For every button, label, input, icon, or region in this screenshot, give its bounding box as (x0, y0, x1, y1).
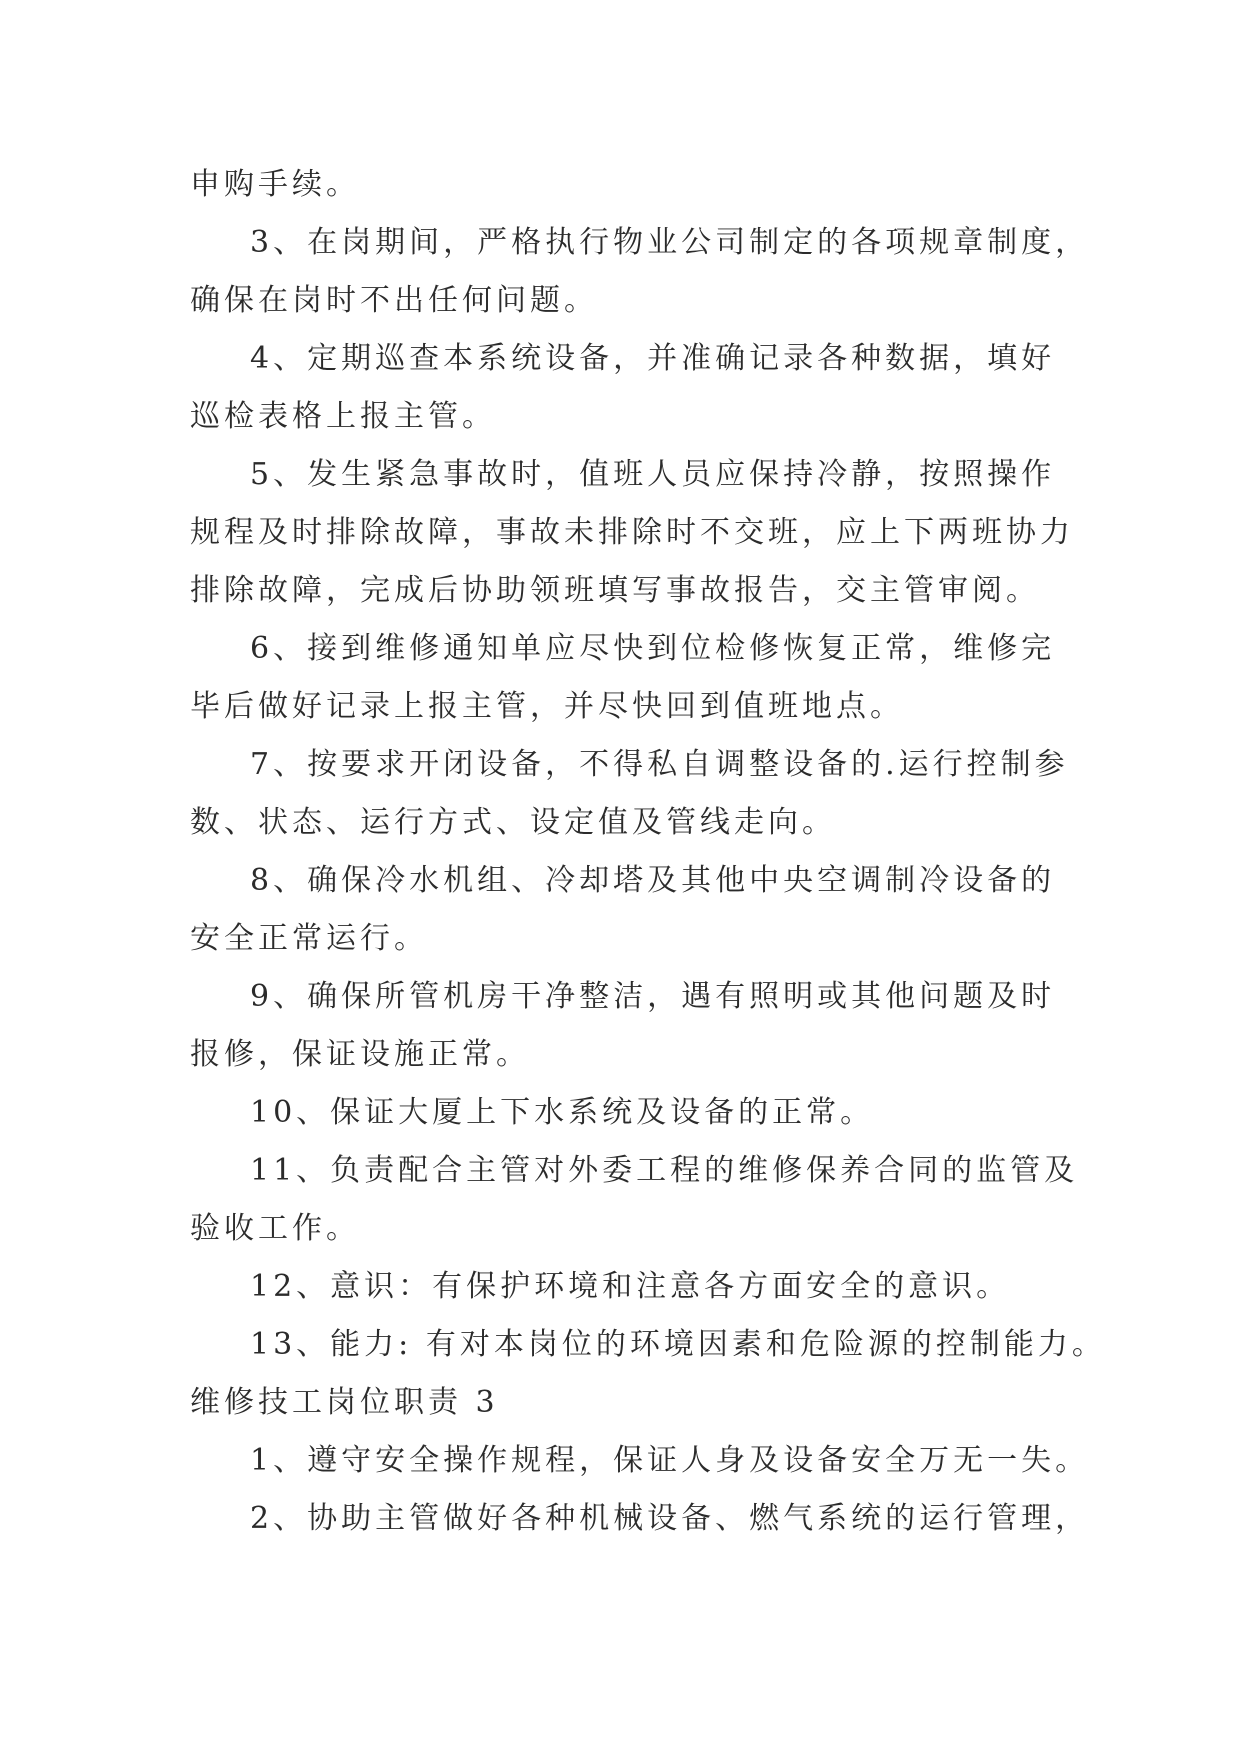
text-line: 5、发生紧急事故时，值班人员应保持冷静，按照操作 (250, 457, 1056, 492)
text-line: 13、能力: 有对本岗位的环境因素和危险源的控制能力。 (250, 1327, 1106, 1362)
text-line: 排除故障，完成后协助领班填写事故报告，交主管审阅。 (190, 573, 1040, 608)
text-line: 确保在岗时不出任何问题。 (190, 283, 598, 318)
text-line: 1、遵守安全操作规程，保证人身及设备安全万无一失。 (250, 1443, 1090, 1478)
text-line: 2、协助主管做好各种机械设备、燃气系统的运行管理， (250, 1501, 1090, 1536)
text-line: 安全正常运行。 (190, 921, 428, 956)
text-line: 11、负责配合主管对外委工程的维修保养合同的监管及 (250, 1153, 1079, 1188)
text-line: 申购手续。 (190, 167, 360, 202)
text-line: 验收工作。 (190, 1211, 360, 1246)
text-line: 7、按要求开闭设备，不得私自调整设备的.运行控制参 (250, 747, 1069, 782)
text-line: 报修，保证设施正常。 (190, 1037, 530, 1072)
text-line: 数、状态、运行方式、设定值及管线走向。 (190, 805, 836, 840)
text-line: 10、保证大厦上下水系统及设备的正常。 (250, 1095, 875, 1130)
text-line: 6、接到维修通知单应尽快到位检修恢复正常，维修完 (250, 631, 1056, 666)
text-line: 12、意识：有保护环境和注意各方面安全的意识。 (250, 1269, 1011, 1304)
text-line: 维修技工岗位职责 3 (190, 1385, 499, 1420)
text-line: 毕后做好记录上报主管，并尽快回到值班地点。 (190, 689, 904, 724)
text-line: 巡检表格上报主管。 (190, 399, 496, 434)
text-line: 4、定期巡查本系统设备，并准确记录各种数据，填好 (250, 341, 1056, 376)
document-body (190, 156, 1106, 1548)
text-line: 9、确保所管机房干净整洁，遇有照明或其他问题及时 (250, 979, 1056, 1014)
text-line: 规程及时排除故障，事故未排除时不交班，应上下两班协力 (190, 515, 1074, 550)
text-line: 3、在岗期间，严格执行物业公司制定的各项规章制度， (250, 225, 1090, 260)
text-line: 8、确保冷水机组、冷却塔及其他中央空调制冷设备的 (250, 863, 1056, 898)
